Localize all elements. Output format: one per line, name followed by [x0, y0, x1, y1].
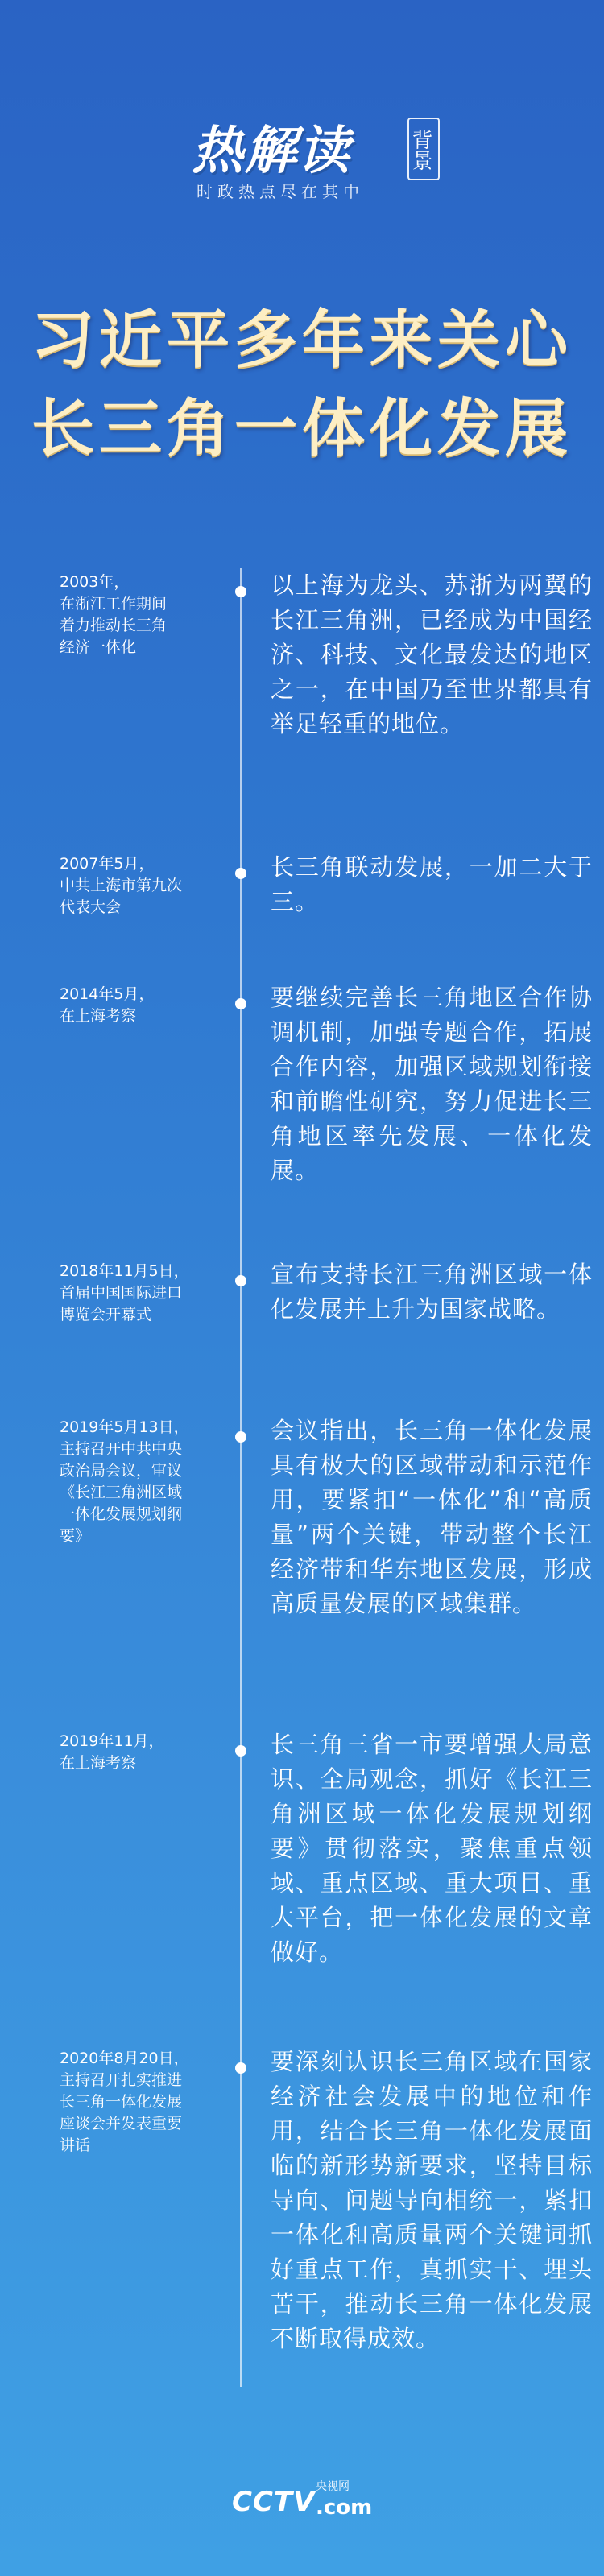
page-title-line1: 习近平多年来关心 [31, 304, 573, 377]
category-badge: 背景 [407, 118, 440, 180]
brand-logo: 热解读 [192, 122, 351, 181]
event-text: 要深刻认识长三角区域在国家经济社会发展中的地位和作用，结合长三角一体化发展面临的新形势新要求，坚持目标导向、问题导向相统一，紧扣一体化和高质量两个关键词抓好重点工作，真抓实干、埋头苦干，推动长三角一体化发展不断取得成效。 [271, 2048, 593, 2352]
timeline-dot [235, 1745, 246, 1757]
brand-header [192, 109, 433, 206]
event-date: 2014年5月， 在上海考察 [60, 985, 155, 1025]
event-date: 2019年5月13日， 主持召开中共中央 政治局会议，审议 《长江三角洲区域 一体化发展规划纲 要》 [60, 1418, 189, 1545]
event-text: 长三角三省一市要增强大局意识、全局观念，抓好《长江三角洲区域一体化发展规划纲要》贯彻落实，聚焦重点领域、重点区域、重大项目、重大平台，把一体化发展的文章做好。 [271, 1731, 593, 1966]
event-date: 2019年11月， 在上海考察 [60, 1732, 164, 1772]
timeline-dot [235, 1431, 246, 1443]
cctv-site-name: 央视网 [316, 2480, 350, 2493]
event-text: 要继续完善长三角地区合作协调机制，加强专题合作，拓展合作内容，加强区域规划衔接和前瞻性研究，努力促进长三角地区率先发展、一体化发展。 [271, 984, 593, 1184]
brand-tagline: 时政热点尽在其中 [197, 182, 364, 201]
event-text: 以上海为龙头、苏浙为两翼的长江三角洲，已经成为中国经济、科技、文化最发达的地区之一，在中国乃至世界都具有举足轻重的地位。 [271, 572, 593, 737]
event-date: 2020年8月20日， 主持召开扎实推进 长三角一体化发展 座谈会并发表重要 讲话 [60, 2050, 189, 2154]
footer-logo [232, 2478, 377, 2526]
cctv-logo: CCTV [232, 2486, 316, 2518]
timeline-dot [235, 998, 246, 1009]
event-date: 2018年11月5日， 首届中国国际进口 博览会开幕式 [60, 1262, 189, 1323]
timeline-dot [235, 586, 246, 597]
event-date: 2003年， 在浙江工作期间 着力推动长三角 经济一体化 [60, 573, 168, 656]
event-date: 2007年5月， 中共上海市第九次 代表大会 [60, 855, 183, 916]
event-text: 宣布支持长江三角洲区域一体化发展并上升为国家战略。 [271, 1261, 593, 1323]
event-text: 长三角联动发展，一加二大于三。 [271, 853, 593, 915]
timeline-dot [235, 1275, 246, 1286]
timeline-dot [235, 2062, 246, 2074]
cctv-domain: .com [316, 2496, 373, 2520]
event-text: 会议指出，长三角一体化发展具有极大的区域带动和示范作用，要紧扣“一体化”和“高质量”两个关键，带动整个长江经济带和华东地区发展，形成高质量发展的区域集群。 [271, 1417, 593, 1617]
page-title-line2: 长三角一体化发展 [31, 393, 573, 465]
timeline-dot [235, 868, 246, 879]
timeline-axis [240, 568, 242, 2387]
